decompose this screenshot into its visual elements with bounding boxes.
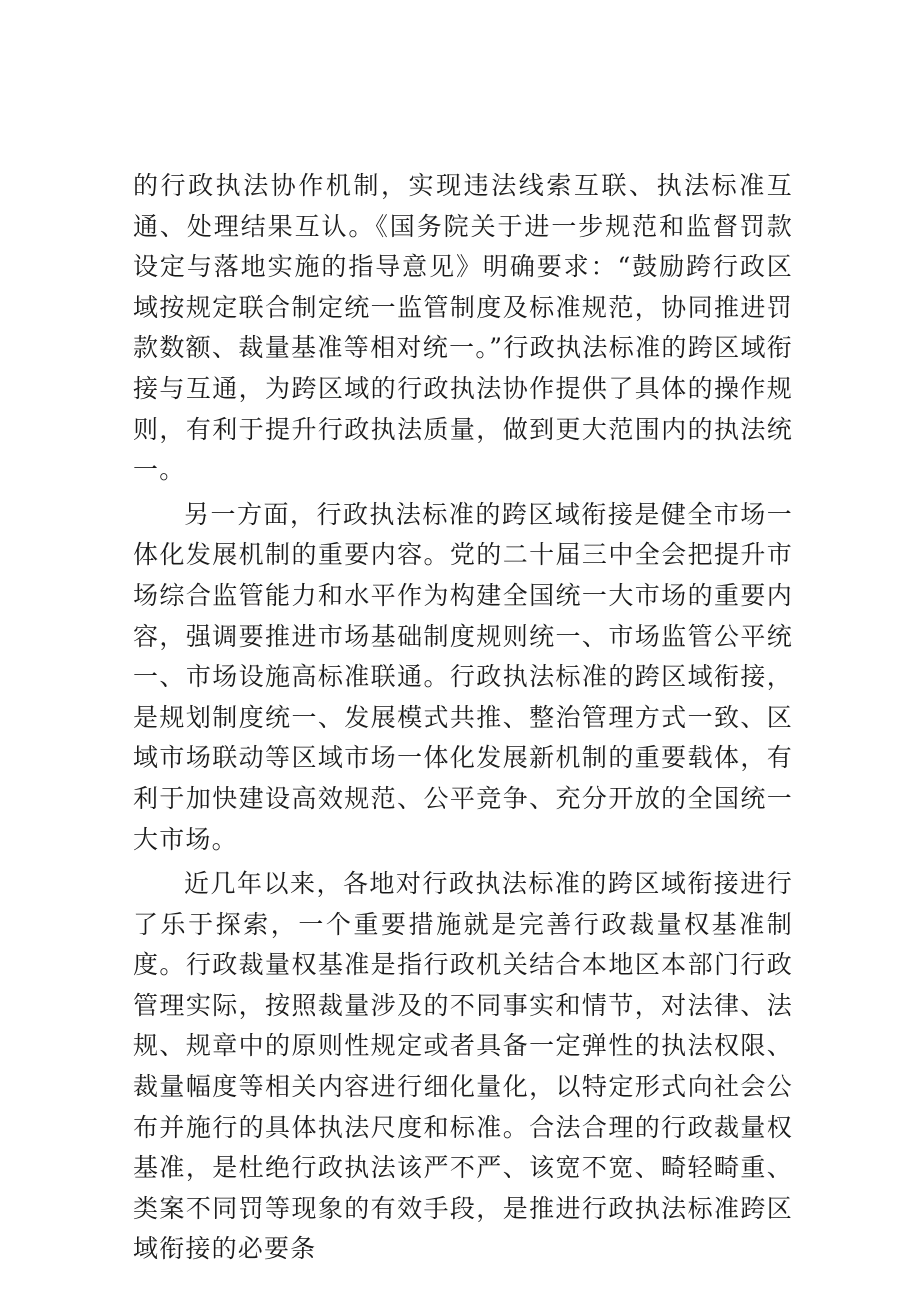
paragraph-continuation: 的行政执法协作机制，实现违法线索互联、执法标准互通、处理结果互认。《国务院关于进一步规范和监督罚款设定与落地实施的指导意见》明确要求：“鼓励跨行政区域按规定联合制定统一监管制度及标准规范，协同推进罚款数额、裁量基准等相对统一。”行政执法标准的跨区域衔接与互通，为跨区域的行政执法协作提供了具体的操作规则，有利于提升行政执法质量，做到更大范围内的执法统一。: [133, 171, 793, 485]
document-body: [133, 166, 793, 1270]
paragraph-market-integration: 另一方面，行政执法标准的跨区域衔接是健全市场一体化发展机制的重要内容。党的二十届三中全会把提升市场综合监管能力和水平作为构建全国统一大市场的重要内容，强调要推进市场基础制度规则统一、市场监管公平统一、市场设施高标准联通。行政执法标准的跨区域衔接，是规划制度统一、发展模式共推、整治管理方式一致、区域市场联动等区域市场一体化发展新机制的重要载体，有利于加快建设高效规范、公平竞争、充分开放的全国统一大市场。: [133, 499, 793, 854]
paragraph-discretion-benchmark: 近几年以来，各地对行政执法标准的跨区域衔接进行了乐于探索，一个重要措施就是完善行政裁量权基准制度。行政裁量权基准是指行政机关结合本地区本部门行政管理实际，按照裁量涉及的不同事实和情节，对法律、法规、规章中的原则性规定或者具备一定弹性的执法权限、裁量幅度等相关内容进行细化量化，以特定形式向社会公布并施行的具体执法尺度和标准。合法合理的行政裁量权基准，是杜绝行政执法该严不严、该宽不宽、畸轻畸重、类案不同罚等现象的有效手段，是推进行政执法标准跨区域衔接的必要条: [133, 869, 793, 1264]
